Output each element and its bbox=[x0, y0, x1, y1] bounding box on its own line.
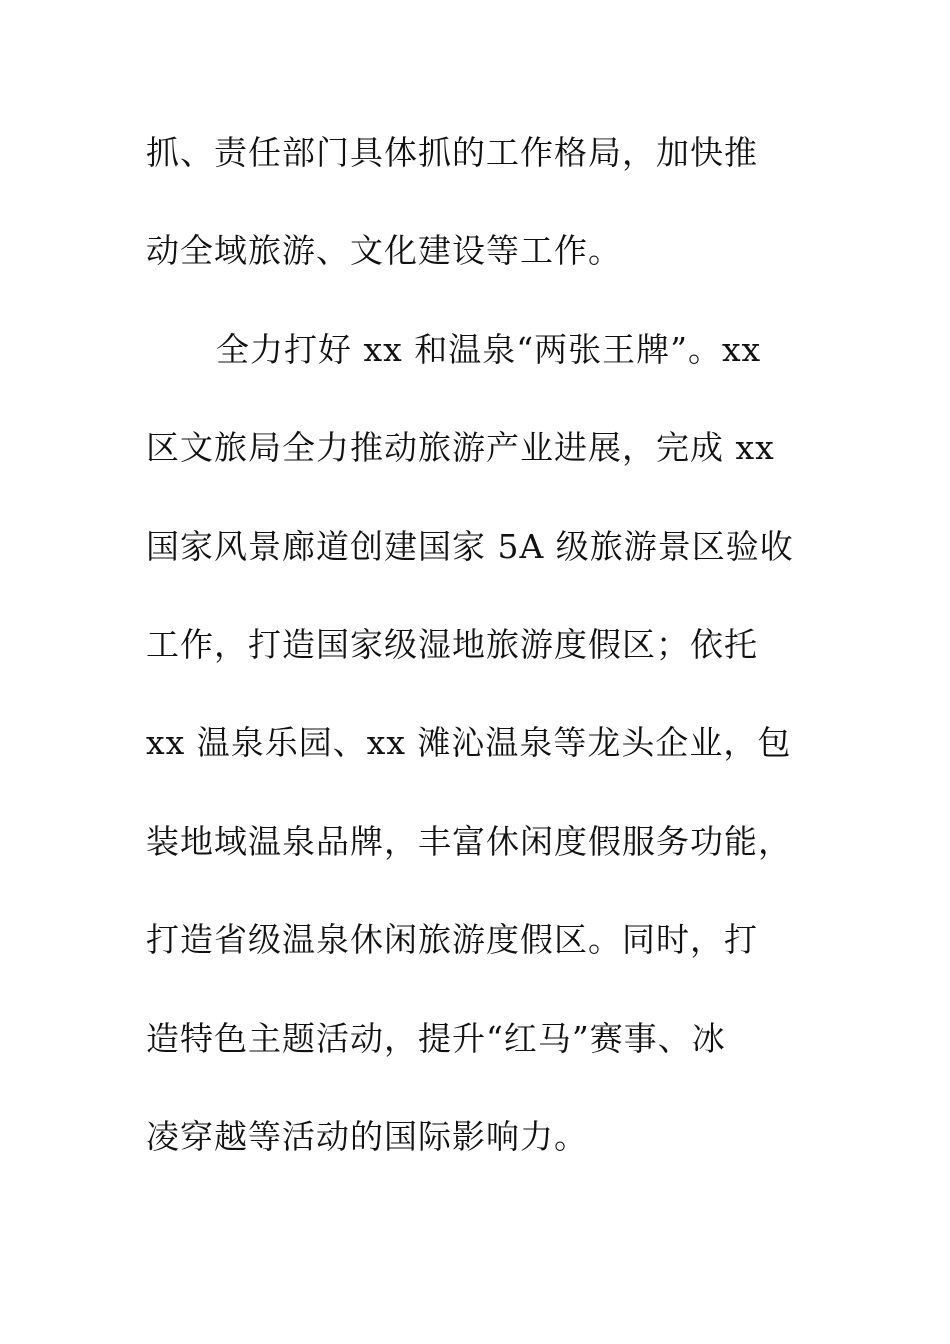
text-line: 打造省级温泉休闲旅游度假区。同时，打 bbox=[146, 920, 758, 960]
text-line: 动全域旅游、文化建设等工作。 bbox=[146, 231, 622, 271]
text-line: xx 温泉乐园、xx 滩沁温泉等龙头企业，包 bbox=[146, 723, 792, 763]
text-line: 造特色主题活动，提升“红马”赛事、冰 bbox=[146, 1018, 726, 1058]
text-line: 区文旅局全力推动旅游产业进展，完成 xx bbox=[146, 428, 775, 468]
text-line: 抓、责任部门具体抓的工作格局，加快推 bbox=[146, 133, 758, 172]
document-body bbox=[146, 120, 806, 1202]
text-line: 凌穿越等活动的国际影响力。 bbox=[146, 1116, 588, 1156]
paragraph-first-line: 全力打好 xx 和温泉“两张王牌”。xx bbox=[216, 329, 762, 369]
text-line: 国家风景廊道创建国家 5A 级旅游景区验收 bbox=[146, 526, 794, 566]
text-line: 工作，打造国家级湿地旅游度假区；依托 bbox=[146, 624, 758, 664]
text-line: 装地域温泉品牌，丰富休闲度假服务功能， bbox=[146, 821, 792, 861]
